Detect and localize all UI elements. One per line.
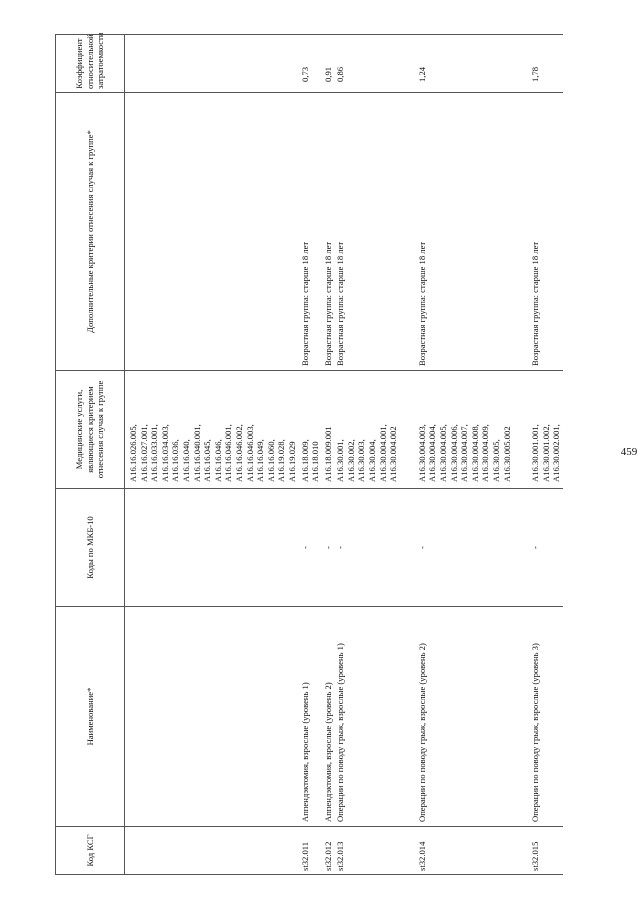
cell-name [125, 607, 299, 827]
cell-coef: 1,78 [529, 35, 563, 93]
table-row [334, 35, 400, 875]
cell-name: Операции по поводу грыж, взрослые (уровень 1) [334, 607, 400, 827]
cell-icd: - [299, 489, 322, 607]
cell-coef [125, 35, 299, 93]
cell-code: st32.014 [416, 827, 513, 875]
cell-code: st32.015 [529, 827, 563, 875]
cell-services: A16.18.009.001 [322, 371, 335, 489]
header-coef: Коэффициент относительной затратоемкости [56, 35, 125, 93]
table-row [125, 35, 299, 875]
table-header [56, 35, 125, 875]
table-row [529, 35, 563, 875]
cell-name: Аппендэктомия, взрослые (уровень 1) [299, 607, 322, 827]
cell-coef: 1,24 [416, 35, 513, 93]
page-number: 459 [620, 446, 638, 458]
cell-coef: 0,86 [334, 35, 400, 93]
cell-code: st32.012 [322, 827, 335, 875]
row-spacer [400, 35, 416, 875]
table-row [416, 35, 513, 875]
cell-services: A16.16.026.005, A16.16.027.001, A16.16.033.001, A16.16.034.003, A16.16.036, A16.16.040, A16.16.040.001, A16.16.045, A16.16.046, A16.16.046.001, A16.16.046.002, A16.16.046.003, A16.16.049, A16.16.060, A16.19.028, A16.19.029 [125, 371, 299, 489]
cell-code [125, 827, 299, 875]
cell-criteria [125, 93, 299, 371]
cell-services: A16.30.001, A16.30.002, A16.30.003, A16.30.004, A16.30.004.001, A16.30.004.002 [334, 371, 400, 489]
cell-coef: 0,73 [299, 35, 322, 93]
cell-name: Операции по поводу грыж, взрослые (уровень 2) [416, 607, 513, 827]
cell-services: A16.30.001.001, A16.30.001.002, A16.30.002.001, [529, 371, 563, 489]
cell-services: A16.30.004.003, A16.30.004.004, A16.30.004.005, A16.30.004.006, A16.30.004.007, A16.30.004.008, A16.30.004.009, A16.30.005, A16.30.005.002 [416, 371, 513, 489]
cell-services: A16.18.009, A16.18.010 [299, 371, 322, 489]
cell-icd: - [529, 489, 563, 607]
cell-criteria: Возрастная группа: старше 18 лет [334, 93, 400, 371]
cell-icd [125, 489, 299, 607]
cell-code: st32.011 [299, 827, 322, 875]
row-spacer [513, 35, 529, 875]
header-icd: Коды по МКБ-10 [56, 489, 125, 607]
cell-icd: - [322, 489, 335, 607]
cell-icd: - [334, 489, 400, 607]
cell-criteria: Возрастная группа: старше 18 лет [322, 93, 335, 371]
cell-code: st32.013 [334, 827, 400, 875]
cell-criteria: Возрастная группа: старше 18 лет [529, 93, 563, 371]
table-row [299, 35, 322, 875]
table-row [322, 35, 335, 875]
header-code: Код КСГ [56, 827, 125, 875]
cell-criteria: Возрастная группа: старше 18 лет [299, 93, 322, 371]
header-criteria: Дополнительные критерии отнесения случая к группе* [56, 93, 125, 371]
cell-icd: - [416, 489, 513, 607]
ksg-table [55, 34, 563, 875]
cell-name: Аппендэктомия, взрослые (уровень 2) [322, 607, 335, 827]
cell-coef: 0,91 [322, 35, 335, 93]
cell-name: Операции по поводу грыж, взрослые (уровень 3) [529, 607, 563, 827]
header-name: Наименование* [56, 607, 125, 827]
cell-criteria: Возрастная группа: старше 18 лет [416, 93, 513, 371]
header-services: Медицинские услуги, являющиеся критерием отнесения случая к группе [56, 371, 125, 489]
